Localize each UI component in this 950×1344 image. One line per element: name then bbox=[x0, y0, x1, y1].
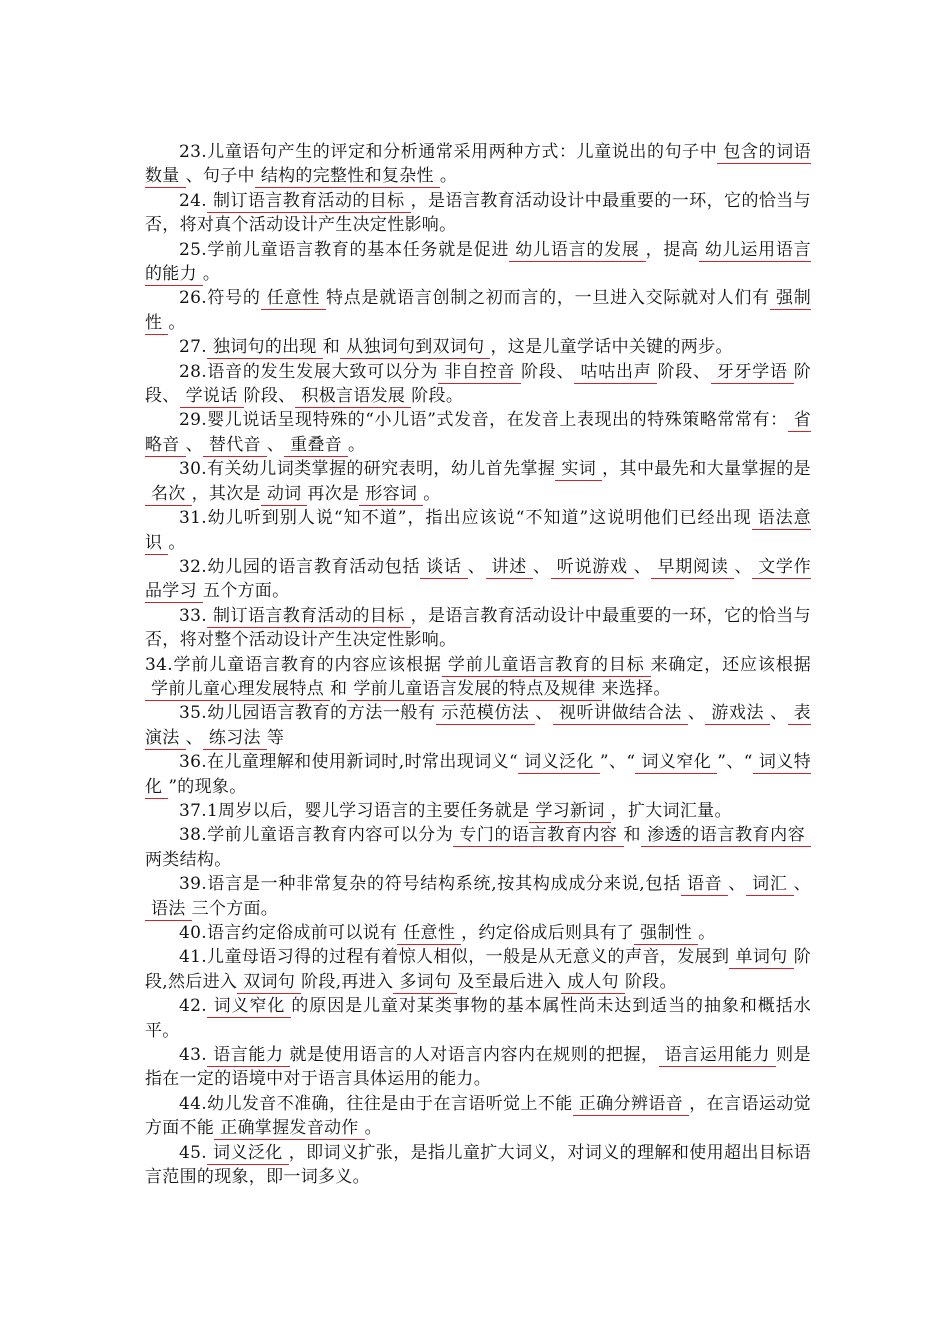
answer-blank: 语法意识 bbox=[145, 508, 811, 553]
answer-blank: 游戏法 bbox=[705, 703, 770, 725]
question-text: 、 bbox=[633, 556, 652, 577]
answer-blank: 学前儿童心理发展特点 bbox=[145, 679, 330, 701]
answer-blank: 正确分辨语音 bbox=[573, 1094, 689, 1116]
question-text: 学前儿童语言教育的基本任务就是促进 bbox=[206, 239, 510, 260]
document-page bbox=[145, 140, 811, 1189]
question-text: 和 bbox=[330, 678, 348, 699]
answer-blank: 牙牙学语 bbox=[711, 362, 794, 384]
question-item bbox=[145, 457, 811, 506]
answer-blank: 成人句 bbox=[561, 972, 625, 994]
question-item bbox=[145, 750, 811, 799]
question-text: 、 bbox=[734, 556, 753, 577]
question-item bbox=[145, 823, 811, 872]
question-text: 、 bbox=[185, 434, 203, 455]
answer-blank: 任意性 bbox=[261, 288, 326, 310]
answer-blank: 非自控音 bbox=[438, 362, 521, 384]
answer-blank: 语法 bbox=[145, 899, 192, 921]
question-text: 来确定，还应该根据 bbox=[650, 654, 812, 675]
answer-blank: 语言运用能力 bbox=[659, 1045, 776, 1067]
question-text: 儿童语句产生的评定和分析通常采用两种方式：儿童说出的句子中 bbox=[206, 142, 718, 162]
answer-blank: 学前儿童语言教育的目标 bbox=[442, 655, 651, 677]
question-item bbox=[145, 994, 811, 1043]
answer-blank: 听说游戏 bbox=[551, 557, 634, 579]
question-text: 、 bbox=[185, 727, 203, 748]
question-text: 语言约定俗成前可以说有 bbox=[206, 923, 398, 943]
question-item bbox=[145, 872, 811, 921]
question-text: 阶段。 bbox=[624, 971, 677, 992]
question-text: 语音的发生发展大致可以分为 bbox=[206, 361, 439, 382]
question-text: 阶段、 bbox=[657, 361, 711, 382]
question-text: 幼儿发音不准确，往往是由于在言语听觉上不能 bbox=[206, 1093, 573, 1114]
question-item bbox=[145, 335, 811, 359]
question-text: 来选择。 bbox=[601, 678, 671, 699]
question-number: 40. bbox=[179, 923, 207, 943]
question-text: 两类结构。 bbox=[145, 849, 232, 870]
answer-blank: 多词句 bbox=[393, 972, 457, 994]
answer-blank: 从独词句到双词句 bbox=[340, 337, 490, 359]
answer-blank: 幼儿语言的发展 bbox=[509, 240, 645, 262]
answer-blank: 省略音 bbox=[145, 410, 811, 455]
question-number: 41. bbox=[179, 947, 207, 968]
question-text: 阶段,再进入 bbox=[301, 971, 394, 992]
question-text: ”、“ bbox=[599, 752, 636, 773]
answer-blank: 学习新词 bbox=[529, 801, 610, 823]
question-text: 、 bbox=[535, 703, 553, 724]
question-text: 、 bbox=[728, 874, 747, 895]
question-text: ，其中最先和大量掌握的是 bbox=[602, 459, 811, 480]
answer-blank: 词义窄化 bbox=[207, 996, 291, 1018]
answer-blank: 制订语言教育活动的目标 bbox=[207, 191, 411, 213]
question-item bbox=[145, 360, 811, 409]
question-item bbox=[145, 189, 811, 238]
answer-blank: 咕咕出声 bbox=[574, 362, 657, 384]
question-item bbox=[145, 945, 811, 994]
answer-blank: 强制性 bbox=[634, 923, 698, 945]
question-item bbox=[145, 921, 811, 945]
question-text: 再次是 bbox=[307, 483, 360, 504]
question-text: 幼儿园的语言教育活动包括 bbox=[206, 556, 421, 577]
question-number: 35. bbox=[179, 703, 207, 724]
question-text: ，即词义扩张，是指儿童扩大词义，对词义的理解和使用超出目标语言范围的现象，即一词多义。 bbox=[145, 1142, 812, 1188]
question-number: 29. bbox=[179, 410, 207, 431]
question-number: 27. bbox=[179, 337, 207, 358]
question-item bbox=[145, 286, 811, 335]
answer-blank: 词义泛化 bbox=[518, 752, 600, 774]
answer-blank: 双词句 bbox=[237, 972, 301, 994]
question-text: ，在言语运动觉方面不能 bbox=[145, 1093, 811, 1139]
question-text: 。 bbox=[168, 312, 186, 333]
answer-blank: 强制性 bbox=[145, 288, 811, 333]
answer-blank: 名次 bbox=[145, 484, 192, 506]
question-text: ，是语言教育活动设计中最重要的一环，它的恰当与否，将对真个活动设计产生决定性影响。 bbox=[145, 190, 811, 236]
question-number: 31. bbox=[179, 508, 207, 529]
question-text: 。 bbox=[202, 264, 221, 285]
question-text: ”、“ bbox=[717, 752, 753, 773]
question-text: 符号的 bbox=[206, 288, 261, 309]
question-text: 则是指在一定的语境中对于语言具体运用的能力。 bbox=[145, 1045, 811, 1090]
question-text: 、 bbox=[770, 703, 788, 724]
question-text: 婴儿说话呈现特殊的“小儿语”式发音，在发音上表现出的特殊策略常常有： bbox=[206, 410, 788, 431]
question-text: ，扩大词汇量。 bbox=[610, 800, 732, 821]
question-text: 、句子中 bbox=[185, 166, 255, 187]
answer-blank: 语言能力 bbox=[207, 1045, 290, 1067]
answer-blank: 语音 bbox=[681, 874, 728, 896]
question-text: 的原因是儿童对某类事物的基本属性尚未达到适当的抽象和概括水平。 bbox=[145, 996, 811, 1041]
question-text: 儿童母语习得的过程有着惊人相似，一般是从无意义的声音，发展到 bbox=[206, 947, 730, 968]
question-text: 1周岁以后，婴儿学习语言的主要任务就是 bbox=[206, 800, 530, 821]
question-text: 阶段。 bbox=[411, 386, 464, 407]
question-text: 、 bbox=[687, 703, 706, 724]
answer-blank: 谈话 bbox=[420, 557, 467, 579]
question-text: 、 bbox=[467, 556, 486, 577]
question-text: ，是语言教育活动设计中最重要的一环，它的恰当与否，将对整个活动设计产生决定性影响。 bbox=[145, 605, 811, 651]
question-number: 43. bbox=[179, 1045, 207, 1066]
answer-blank: 专门的语言教育内容 bbox=[453, 825, 623, 847]
question-item bbox=[145, 140, 811, 189]
question-number: 37. bbox=[179, 800, 207, 821]
question-text: 五个方面。 bbox=[202, 581, 290, 602]
question-text: 幼儿听到别人说“知不道”，指出应该说“不知道”这说明他们已经出现 bbox=[206, 508, 752, 529]
question-text: 学前儿童语言教育内容可以分为 bbox=[206, 825, 454, 846]
answer-blank: 学说话 bbox=[180, 386, 244, 408]
answer-blank: 任意性 bbox=[397, 923, 461, 945]
question-text: ，其次是 bbox=[191, 483, 261, 504]
answer-blank: 积极言语发展 bbox=[295, 386, 411, 408]
question-number: 36. bbox=[179, 752, 207, 773]
answer-blank: 动词 bbox=[261, 484, 308, 506]
answer-blank: 渗透的语言教育内容 bbox=[641, 825, 811, 847]
question-text: 阶段,然后进入 bbox=[145, 947, 812, 992]
question-item bbox=[145, 1092, 811, 1141]
question-item bbox=[145, 604, 811, 653]
question-text: 在儿童理解和使用新词时,时常出现词义“ bbox=[206, 752, 519, 773]
answer-blank: 正确掌握发音动作 bbox=[214, 1118, 364, 1140]
answer-blank: 词义窄化 bbox=[635, 752, 717, 774]
question-number: 32. bbox=[179, 556, 207, 577]
answer-blank: 替代音 bbox=[203, 435, 267, 457]
question-item bbox=[145, 238, 811, 287]
question-number: 25. bbox=[179, 239, 207, 260]
question-text: 就是使用语言的人对语言内容内在规则的把握， bbox=[289, 1045, 659, 1066]
question-text: 语言是一种非常复杂的符号结构系统,按其构成成分来说,包括 bbox=[206, 874, 681, 895]
question-item bbox=[145, 408, 811, 457]
answer-blank: 独词句的出现 bbox=[207, 337, 323, 359]
question-text: 和 bbox=[623, 825, 642, 846]
question-text: 、 bbox=[266, 434, 285, 455]
question-item bbox=[145, 653, 811, 702]
answer-blank: 形容词 bbox=[359, 484, 423, 506]
question-text: 。 bbox=[364, 1118, 382, 1139]
answer-blank: 视听讲做结合法 bbox=[553, 703, 688, 725]
question-number: 44. bbox=[179, 1093, 207, 1114]
answer-blank: 包含的词语数量 bbox=[145, 142, 812, 187]
question-text: 等 bbox=[266, 727, 285, 748]
question-text: 三个方面。 bbox=[191, 898, 279, 919]
question-item bbox=[145, 1043, 811, 1092]
question-text: 阶段、 bbox=[145, 361, 812, 407]
question-text: ”的现象。 bbox=[168, 776, 247, 797]
question-text: 。 bbox=[439, 166, 458, 187]
question-text: ，这是儿童学话中关键的两步。 bbox=[490, 337, 733, 358]
question-item bbox=[145, 799, 811, 823]
question-text: 阶段、 bbox=[521, 361, 575, 382]
question-item bbox=[145, 701, 811, 750]
answer-blank: 文学作品学习 bbox=[145, 556, 811, 602]
question-text: 学前儿童语言教育的内容应该根据 bbox=[172, 654, 442, 675]
question-item bbox=[145, 1141, 811, 1190]
question-item bbox=[145, 506, 811, 555]
question-number: 28. bbox=[179, 361, 207, 382]
answer-blank: 早期阅读 bbox=[651, 557, 734, 579]
question-text: 、 bbox=[793, 874, 811, 895]
answer-blank: 示范模仿法 bbox=[436, 703, 536, 725]
question-item bbox=[145, 555, 811, 604]
question-text: ，提高 bbox=[645, 239, 699, 260]
answer-blank: 实词 bbox=[555, 459, 602, 481]
question-text: 及至最后进入 bbox=[457, 971, 562, 992]
question-number: 45. bbox=[179, 1142, 207, 1163]
answer-blank: 表演法 bbox=[145, 703, 811, 748]
answer-blank: 词义特化 bbox=[145, 752, 811, 797]
question-text: 有关幼儿词类掌握的研究表明，幼儿首先掌握 bbox=[206, 459, 556, 480]
question-text: 阶段、 bbox=[243, 386, 296, 407]
question-number: 26. bbox=[179, 288, 207, 309]
answer-blank: 讲述 bbox=[486, 557, 533, 579]
answer-blank: 幼儿运用语言的能力 bbox=[145, 239, 811, 285]
question-text: 和 bbox=[322, 337, 341, 358]
answer-blank: 学前儿童语言发展的特点及规律 bbox=[347, 679, 601, 701]
question-text: 、 bbox=[533, 556, 551, 577]
answer-blank: 词义泛化 bbox=[207, 1143, 289, 1165]
question-text: 。 bbox=[423, 483, 441, 504]
question-text: 幼儿园语言教育的方法一般有 bbox=[206, 703, 436, 724]
question-text: 。 bbox=[168, 532, 186, 553]
question-number: 33. bbox=[179, 605, 207, 626]
question-number: 30. bbox=[179, 459, 207, 480]
question-text: 。 bbox=[698, 923, 716, 943]
question-number: 38. bbox=[179, 825, 207, 846]
question-number: 34. bbox=[145, 654, 173, 675]
question-text: 。 bbox=[348, 434, 366, 455]
answer-blank: 词汇 bbox=[746, 874, 793, 896]
answer-blank: 练习法 bbox=[203, 728, 267, 750]
answer-blank: 制订语言教育活动的目标 bbox=[207, 606, 411, 628]
answer-blank: 重叠音 bbox=[284, 435, 348, 457]
question-number: 23. bbox=[179, 142, 207, 162]
answer-blank: 单词句 bbox=[729, 947, 793, 969]
question-number: 42. bbox=[179, 996, 207, 1017]
question-number: 39. bbox=[179, 874, 207, 895]
question-number: 24. bbox=[179, 190, 207, 211]
question-text: 特点是就语言创制之初而言的，一旦进入交际就对人们有 bbox=[325, 288, 770, 309]
question-text: ，约定俗成后则具有了 bbox=[461, 923, 635, 943]
answer-blank: 结构的完整性和复杂性 bbox=[255, 166, 440, 188]
